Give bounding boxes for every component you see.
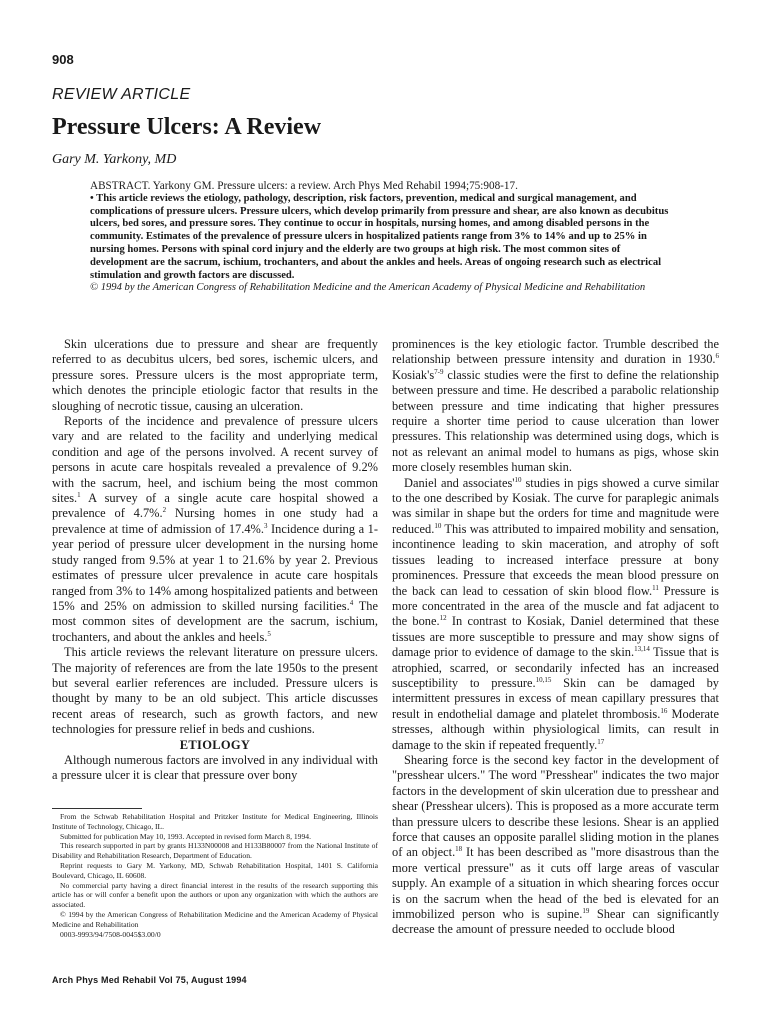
reference-marker: 10 (514, 475, 522, 484)
footnotes (52, 812, 378, 939)
right-column (392, 337, 719, 938)
reference-marker: 19 (582, 906, 590, 915)
intro-paragraph-3: This article reviews the relevant literature on pressure ulcers. The majority of references are from the late 1950s to the present but several earlier references are included. Pressure ulcers is thought by many to be an old subject. This article discusses recent areas of research, such as growth factors, and new technologies for pressure relief in beds and cushions. (52, 645, 378, 737)
reference-marker: 3 (263, 521, 268, 530)
reference-marker: 10,15 (535, 675, 552, 684)
article-title: Pressure Ulcers: A Review (52, 114, 322, 140)
reference-marker: 2 (162, 506, 167, 515)
reference-marker: 4 (349, 598, 354, 607)
section-heading-etiology: ETIOLOGY (179, 737, 251, 752)
etiology-paragraph-3: Shearing force is the second key factor in the development of "presshear ulcers." The word "Presshear" indicates the two major factors in the development of skin ulceration due to presshear and shear (Presshear ulcers). This is proposed as a more accurate term than pressure ulcers to describe these lesions. Shear is an applied force that causes an opposite parallel sliding motion in the planes of an object.$^{18}$ It has been described as "more disastrous than the more vertical pressure" as it cuts off large areas of vascular supply. An example of a situation in which shearing forces occur is on the sacrum when the head of the bed is elevated for an immobilized person who is supine.$^{19}$ Shear can significantly decrease the amount of pressure needed to occlude blood (392, 752, 720, 937)
author-byline: Gary M. Yarkony, MD (52, 152, 177, 167)
reference-marker: 13,14 (634, 645, 650, 653)
abstract-block (90, 180, 680, 295)
reference-marker: 10 (434, 521, 442, 530)
footnote-divider (52, 808, 142, 809)
reference-marker: 16 (660, 706, 668, 715)
journal-footer: Arch Phys Med Rehabil Vol 75, August 1994 (52, 975, 247, 985)
reference-marker: 6 (715, 352, 719, 361)
footnote-reprints: Reprint requests to Gary M. Yarkony, MD, Schwab Rehabilitation Hospital, 1401 S. California Boulevard, Chicago, IL 60608. (52, 860, 378, 880)
abstract-body: • This article reviews the etiology, pathology, description, risk factors, prevention, medical and surgical management, and complications of pressure ulcers. Pressure ulcers, which develop primarily from pressure and shear, are also known as decubitus ulcers, bed sores, and pressure sores. They continue to occur in hospitals, nursing homes, and among disabled persons in the community. Estimates of the prevalence of pressure ulcers in hospitalized patients range from 3% to 14% and up to 25% in nursing homes. Persons with spinal cord injury and the elderly are two groups at high risk. The most common sites of development are the sacrum, ischium, trochanters, and about the ankles and heels. Areas of ongoing research such as electrical stimulation and growth factors are discussed. (90, 192, 669, 281)
reference-marker: 12 (439, 614, 447, 623)
footnote-copyright: © 1994 by the American Congress of Rehabilitation Medicine and the American Academy of Physical Medicine and Rehabilitation (52, 909, 378, 929)
abstract-citation: ABSTRACT. Yarkony GM. Pressure ulcers: a review. Arch Phys Med Rehabil 1994;75:908-17. (90, 180, 518, 192)
reference-marker: 11 (652, 583, 659, 592)
intro-paragraph-2: Reports of the incidence and prevalence of pressure ulcers vary and are related to the facility and underlying medical condition and age of the persons involved. A recent survey of persons in acute care hospitals revealed a prevalence of 9.2% with the sacrum, heel, and ischium being the most common sites.$^1$ A survey of a single acute care hospital showed a prevalence of 4.7%.$^2$ Nursing homes in one study had a prevalence at time of admission of 17.4%.$^3$ Incidence during a 1-year period of pressure ulcer development in the nursing home study ranged from 9.5% at year 1 to 21.6% by year 2. Previous estimates of pressure ulcer prevalence in acute care hospitals ranged from 3% to 14% among hospitalized patients and between 15% and 25% on admission to skilled nursing facilities.$^4$ The most common sites of development are the sacrum, ischium, trochanters, and about the ankles and heels.$^5$ (52, 414, 379, 644)
footnote-funding: This research supported in part by grants H133N00008 and H133B80007 from the National Institute of Disability and Rehabilitation Research, Department of Education. (52, 841, 378, 861)
footnote-code: 0003-9993/94/7508-0045$3.00/0 (60, 929, 161, 939)
reference-marker: 7-9 (434, 367, 444, 376)
abstract-copyright: © 1994 by the American Congress of Rehabilitation Medicine and the American Academy of Physical Medicine and Rehabilitation (90, 282, 646, 294)
intro-paragraph-1: Skin ulcerations due to pressure and shear are frequently referred to as decubitus ulcers, bed sores, ischemic ulcers, and pressure sores. Pressure ulcers is the most appropriate term, which denotes the principle etiologic factor that results in the sloughing of necrotic tissue, causing an ulceration. (52, 337, 378, 413)
reference-marker: 17 (597, 737, 605, 746)
etiology-paragraph-2: Daniel and $associates'^{10}$ studies in pigs showed a curve similar to the one described by Kosiak. The curve for paraplegic animals was similar in shape but the orders for time and magnitude were reduced.$^{10}$ This was attributed to impaired mobility and sensation, incontinence leading to skin maceration, and atrophy of soft tissues leading to increased interface pressure at bony prominences. Pressure that exceeds the mean blood pressure on the back can lead to cessation of skin blood flow.$^{11}$ Pressure is more concentrated in the area of the muscle and fat adjacent to the bone.$^{12}$ In contrast to Kosiak, Daniel determined that these tissues are more susceptible to pressure and may show signs of damage prior to evidence of damage to the skin.$^{13,14}$ Tissue that is atrophied, scarred, or secondarily infected has an increased susceptibility to pressure.$^{10,15}$ Skin can be damaged by intermittent pressures in excess of mean capillary pressures that result in endothelial damage and platelet thrombosis.$^{16}$ Moderate stresses, although within physiological limits, can result in damage to the skin if repeated frequently.$^{17}$ (392, 475, 720, 752)
footnote-disclosure: No commercial party having a direct financial interest in the results of the research supporting this article has or will confer a benefit upon the authors or upon any organization with which the authors are associated. (52, 880, 378, 910)
left-column (52, 337, 378, 784)
page-number: 908 (52, 52, 74, 67)
reference-marker: 5 (267, 629, 271, 638)
reference-marker: 18 (455, 845, 463, 854)
footnote-affiliation: From the Schwab Rehabilitation Hospital and Pritzker Institute for Medical Engineering, Illinois Institute of Technology, Chicago, IL. (52, 812, 378, 831)
etiology-paragraph-1-continued: prominences is the key etiologic factor. Trumble described the relationship between pressure intensity and duration in 1930.$^6$ $Kosiak's^{7-9}$ classic studies were the first to define the relationship between pressure and time. He described a parabolic relationship between pressure and time indicating that higher pressures require a shorter time period to cause ulceration than lower pressures. This relationship was determined using dogs, which is not as relevant an animal model to humans as pigs, whose skin more closely resembles human skin. (392, 337, 719, 475)
section-label: REVIEW ARTICLE (52, 86, 191, 103)
etiology-paragraph-1: Although numerous factors are involved in any individual with a pressure ulcer it is clear that pressure over bony (52, 752, 378, 783)
footnote-submission: Submitted for publication May 10, 1993. Accepted in revised form March 8, 1994. (60, 831, 311, 841)
reference-marker: 1 (77, 490, 81, 499)
